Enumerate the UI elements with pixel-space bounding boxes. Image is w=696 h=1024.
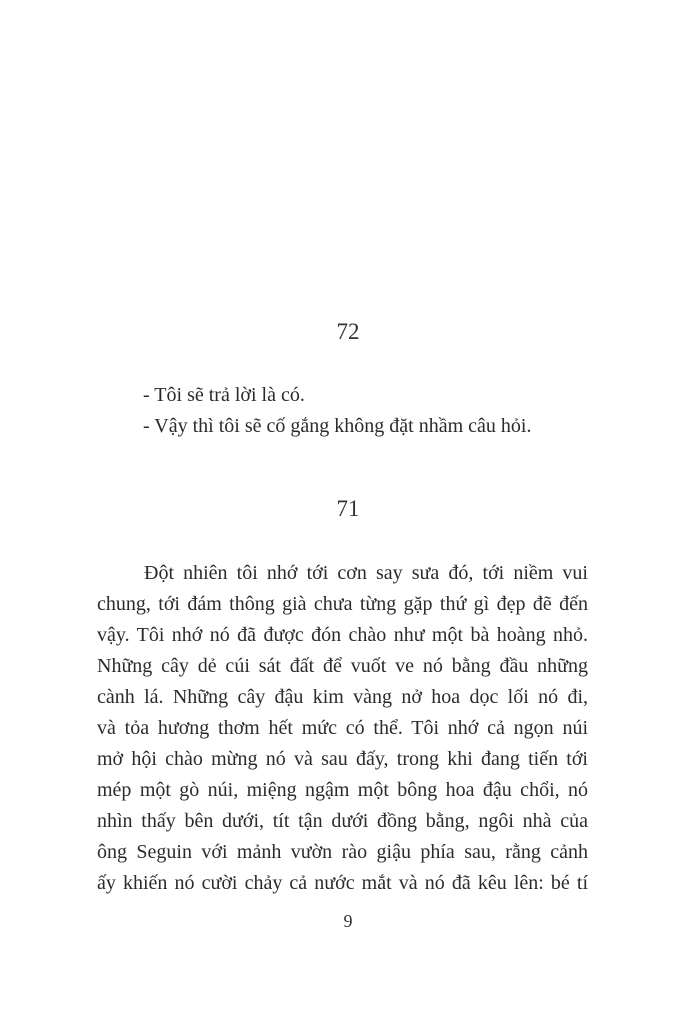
paragraph-line: mở hội chào mừng nó và sau đấy, trong khi đang tiến tới	[97, 748, 588, 770]
body-paragraph	[97, 558, 588, 899]
paragraph-line: cành lá. Những cây đậu kim vàng nở hoa dọc lối nó đi,	[97, 686, 588, 708]
dialogue-line: - Tôi sẽ trả lời là có.	[143, 384, 305, 406]
paragraph-line: Những cây dẻ cúi sát đất để vuốt ve nó bằng đầu những	[97, 655, 588, 677]
page-number: 9	[343, 911, 353, 931]
paragraph-line: và tỏa hương thơm hết mức có thể. Tôi nhớ cả ngọn núi	[97, 717, 588, 739]
section-heading-72: 72	[336, 319, 360, 344]
paragraph-line: mép một gò núi, miệng ngậm một bông hoa đậu chổi, nó	[97, 779, 588, 801]
paragraph-line: vậy. Tôi nhớ nó đã được đón chào như một bà hoàng nhỏ.	[97, 624, 588, 646]
dialogue-block	[143, 380, 531, 442]
paragraph-line: nhìn thấy bên dưới, tít tận dưới đồng bằng, ngôi nhà của	[97, 810, 588, 832]
paragraph-line: ông Seguin với mảnh vườn rào giậu phía sau, rằng cảnh	[97, 841, 588, 863]
section-heading-71: 71	[336, 496, 360, 521]
paragraph-line: chung, tới đám thông già chưa từng gặp thứ gì đẹp đẽ đến	[97, 593, 588, 615]
dialogue-line: - Vậy thì tôi sẽ cố gắng không đặt nhầm câu hỏi.	[143, 415, 532, 437]
paragraph-line: Đột nhiên tôi nhớ tới cơn say sưa đó, tới niềm vui	[144, 562, 588, 584]
paragraph-line: ấy khiến nó cười chảy cả nước mắt và nó đã kêu lên: bé tí	[97, 872, 588, 894]
